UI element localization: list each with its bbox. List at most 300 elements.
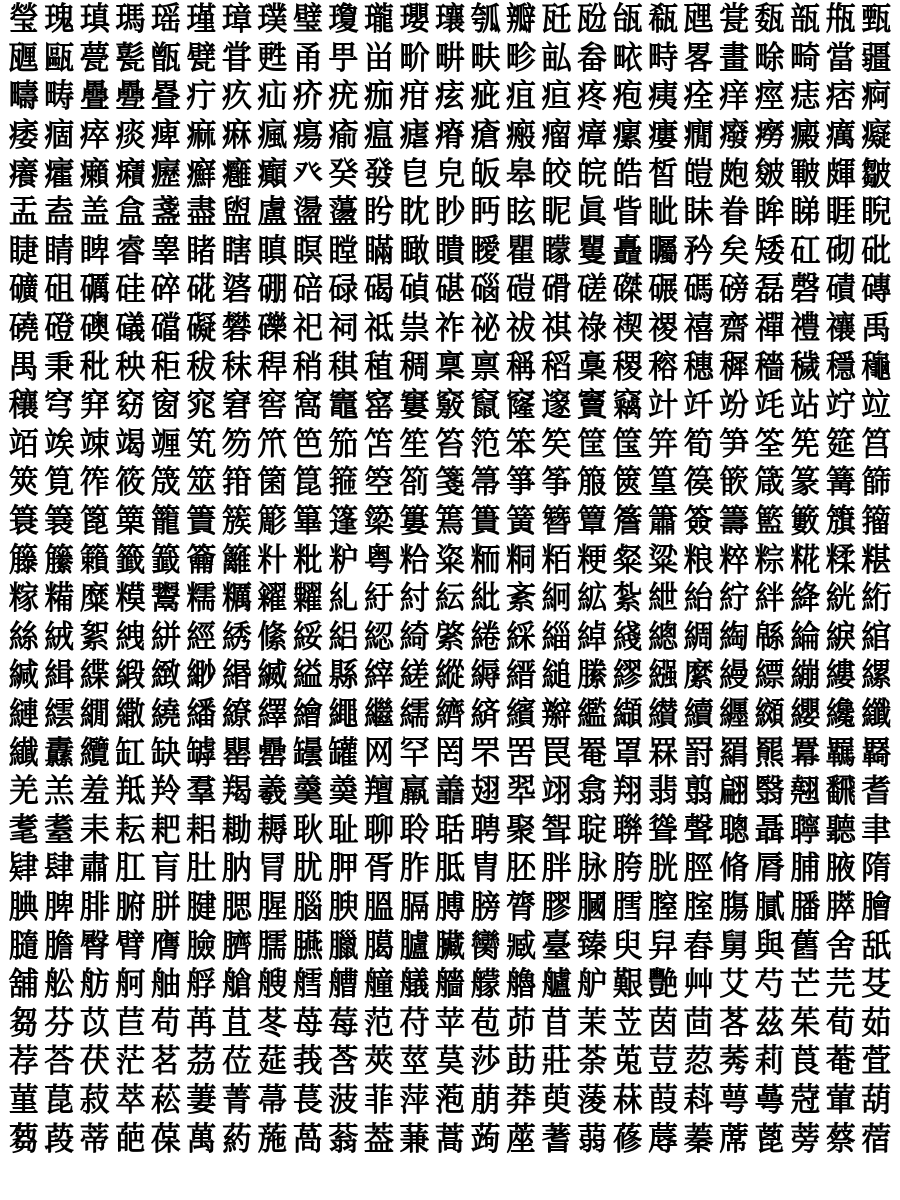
kanji-glyph: 臚 (399, 927, 430, 965)
kanji-glyph: 竈 (328, 387, 359, 425)
kanji-glyph: 瑰 (44, 1, 75, 39)
kanji-glyph: 茘 (186, 1043, 217, 1081)
kanji-glyph: 苣 (115, 1004, 146, 1042)
kanji-glyph: 羮 (328, 773, 359, 811)
kanji-glyph: 竕 (719, 387, 750, 425)
kanji-glyph: 絲 (8, 618, 39, 656)
kanji-glyph: 苻 (399, 1004, 430, 1042)
kanji-glyph: 腓 (79, 888, 110, 926)
kanji-glyph: 脾 (44, 888, 75, 926)
kanji-glyph: 疳 (399, 78, 430, 116)
kanji-glyph: 礪 (79, 271, 110, 309)
kanji-glyph: 繹 (257, 695, 288, 734)
kanji-glyph: 瘋 (257, 116, 288, 155)
kanji-glyph: 縲 (861, 657, 892, 695)
kanji-glyph: 荳 (648, 1043, 679, 1081)
kanji-glyph: 苹 (434, 1004, 465, 1042)
kanji-glyph: 盪 (292, 194, 323, 232)
kanji-glyph: 璧 (292, 1, 323, 39)
kanji-glyph: 疇 (8, 78, 39, 116)
kanji-glyph: 茱 (790, 1004, 821, 1042)
kanji-glyph: 蒹 (399, 1120, 430, 1158)
kanji-glyph: 聟 (541, 811, 572, 849)
kanji-glyph: 蒟 (470, 1120, 501, 1158)
kanji-glyph: 臙 (292, 927, 323, 965)
kanji-glyph: 疼 (577, 78, 608, 116)
kanji-glyph: 艟 (363, 966, 394, 1004)
kanji-glyph: 紕 (470, 580, 501, 618)
kanji-glyph: 秧 (115, 348, 146, 386)
kanji-glyph: 粐 (328, 541, 359, 579)
kanji-glyph: 莚 (257, 1043, 288, 1081)
character-row (6, 464, 894, 503)
kanji-glyph: 蓖 (754, 1120, 785, 1158)
kanji-glyph: 磴 (44, 309, 75, 348)
character-row (6, 927, 894, 966)
kanji-glyph: 莖 (399, 1043, 430, 1081)
kanji-glyph: 膂 (506, 888, 537, 926)
kanji-glyph: 羂 (719, 734, 750, 772)
kanji-glyph: 禝 (648, 309, 679, 348)
kanji-glyph: 綟 (825, 618, 856, 656)
kanji-glyph: 萓 (861, 1043, 892, 1081)
kanji-glyph: 籬 (221, 541, 252, 579)
kanji-glyph: 箒 (470, 464, 501, 502)
kanji-glyph: 萠 (470, 1081, 501, 1119)
kanji-glyph: 瘤 (541, 116, 572, 155)
kanji-glyph: 繝 (79, 695, 110, 734)
kanji-glyph: 稱 (506, 348, 537, 386)
kanji-glyph: 碎 (150, 271, 181, 309)
kanji-glyph: 簍 (399, 502, 430, 541)
kanji-glyph: 臻 (577, 927, 608, 965)
kanji-glyph: 皸 (790, 155, 821, 193)
kanji-glyph: 莟 (328, 1043, 359, 1081)
kanji-glyph: 箚 (399, 464, 430, 502)
kanji-glyph: 疂 (150, 78, 181, 116)
kanji-glyph: 聚 (506, 811, 537, 849)
kanji-glyph: 篌 (683, 464, 714, 502)
kanji-glyph: 罐 (328, 734, 359, 772)
kanji-glyph: 纜 (79, 734, 110, 772)
kanji-glyph: 癰 (221, 155, 252, 193)
kanji-glyph: 羣 (186, 773, 217, 811)
kanji-glyph: 瘍 (292, 116, 323, 155)
kanji-glyph: 艪 (506, 966, 537, 1004)
kanji-glyph: 繩 (328, 695, 359, 734)
kanji-glyph: 蒄 (790, 1081, 821, 1119)
kanji-glyph: 肄 (8, 850, 39, 888)
kanji-glyph: 纒 (719, 695, 750, 734)
character-row (6, 503, 894, 542)
kanji-glyph: 眸 (754, 194, 785, 232)
kanji-glyph: 痣 (790, 78, 821, 116)
kanji-glyph: 磽 (8, 309, 39, 348)
character-row (6, 78, 894, 117)
kanji-glyph: 聲 (683, 811, 714, 849)
kanji-glyph: 繿 (577, 695, 608, 734)
kanji-glyph: 缸 (115, 734, 146, 772)
kanji-glyph: 窖 (257, 387, 288, 425)
kanji-glyph: 禹 (861, 309, 892, 348)
kanji-glyph: 荼 (577, 1043, 608, 1081)
kanji-glyph: 畫 (719, 39, 750, 77)
kanji-glyph: 竝 (861, 387, 892, 425)
kanji-glyph: 祓 (506, 309, 537, 348)
kanji-glyph: 竡 (8, 425, 39, 463)
kanji-glyph: 禧 (683, 309, 714, 348)
kanji-glyph: 罌 (221, 734, 252, 772)
kanji-glyph: 蕚 (754, 1081, 785, 1119)
kanji-glyph: 糀 (790, 541, 821, 579)
kanji-glyph: 緝 (44, 657, 75, 695)
kanji-glyph: 眛 (683, 194, 714, 232)
kanji-glyph: 糲 (221, 580, 252, 618)
kanji-glyph: 膊 (434, 888, 465, 926)
kanji-glyph: 罧 (648, 734, 679, 772)
kanji-glyph: 瓣 (506, 1, 537, 39)
kanji-glyph: 膸 (8, 927, 39, 965)
kanji-glyph: 粭 (399, 541, 430, 579)
kanji-glyph: 縻 (683, 657, 714, 695)
kanji-glyph: 胯 (612, 850, 643, 888)
kanji-glyph: 疸 (541, 78, 572, 116)
kanji-glyph: 舁 (648, 927, 679, 965)
kanji-glyph: 葫 (861, 1081, 892, 1119)
kanji-glyph: 膠 (541, 888, 572, 926)
kanji-glyph: 聆 (399, 811, 430, 849)
kanji-glyph: 苞 (470, 1004, 501, 1042)
kanji-glyph: 艘 (257, 966, 288, 1004)
kanji-glyph: 畴 (44, 78, 75, 116)
kanji-glyph: 葢 (363, 1120, 394, 1158)
kanji-glyph: 聒 (434, 811, 465, 849)
kanji-glyph: 肭 (221, 850, 252, 888)
kanji-glyph: 瓼 (683, 1, 714, 39)
kanji-glyph: 痺 (150, 116, 181, 155)
character-row (6, 426, 894, 465)
kanji-glyph: 穰 (8, 387, 39, 425)
kanji-glyph: 緲 (186, 657, 217, 695)
kanji-glyph: 羔 (44, 773, 75, 811)
kanji-glyph: 絅 (541, 580, 572, 618)
kanji-glyph: 簓 (257, 502, 288, 541)
kanji-glyph: 聘 (470, 811, 501, 849)
character-row (6, 773, 894, 812)
kanji-glyph: 甍 (79, 39, 110, 77)
kanji-glyph: 苟 (150, 1004, 181, 1042)
kanji-glyph: 辮 (541, 695, 572, 734)
kanji-glyph: 箍 (328, 464, 359, 502)
kanji-glyph: 翹 (790, 773, 821, 811)
kanji-glyph: 緕 (470, 695, 501, 734)
kanji-glyph: 荐 (8, 1043, 39, 1081)
kanji-glyph: 綸 (790, 618, 821, 656)
kanji-glyph: 窈 (115, 387, 146, 425)
kanji-glyph: 腑 (115, 888, 146, 926)
kanji-glyph: 紊 (506, 580, 537, 618)
kanji-glyph: 糺 (328, 580, 359, 618)
kanji-glyph: 缺 (150, 734, 181, 772)
kanji-glyph: 臀 (79, 927, 110, 965)
kanji-glyph: 纔 (825, 695, 856, 734)
kanji-glyph: 臂 (115, 927, 146, 965)
kanji-glyph: 肛 (115, 850, 146, 888)
kanji-glyph: 萵 (292, 1120, 323, 1158)
kanji-glyph: 糘 (8, 580, 39, 618)
kanji-glyph: 肓 (150, 850, 181, 888)
kanji-glyph: 膃 (363, 888, 394, 926)
kanji-glyph: 碪 (434, 271, 465, 309)
kanji-glyph: 磊 (754, 271, 785, 309)
kanji-glyph: 纉 (648, 695, 679, 734)
kanji-glyph: 縒 (399, 657, 430, 695)
kanji-glyph: 瓽 (719, 1, 750, 39)
kanji-glyph: 胛 (328, 850, 359, 888)
kanji-glyph: 臍 (221, 927, 252, 965)
kanji-glyph: 苴 (221, 1004, 252, 1042)
kanji-glyph: 菫 (8, 1081, 39, 1119)
kanji-glyph: 譱 (434, 773, 465, 811)
kanji-glyph: 羇 (861, 734, 892, 772)
kanji-glyph: 腆 (8, 888, 39, 926)
kanji-glyph: 瑩 (8, 1, 39, 39)
kanji-glyph: 苜 (541, 1004, 572, 1042)
kanji-glyph: 菽 (79, 1081, 110, 1119)
character-row (6, 1, 894, 40)
kanji-glyph: 癡 (861, 116, 892, 155)
kanji-glyph: 膩 (754, 888, 785, 926)
kanji-glyph: 罨 (577, 734, 608, 772)
kanji-glyph: 矮 (754, 232, 785, 270)
kanji-glyph: 絨 (44, 618, 75, 656)
kanji-glyph: 繆 (612, 657, 643, 695)
kanji-glyph: 畊 (434, 39, 465, 77)
character-row (6, 696, 894, 735)
kanji-glyph: 蘯 (328, 194, 359, 232)
kanji-glyph: 艷 (648, 966, 679, 1004)
kanji-glyph: 緘 (8, 657, 39, 695)
character-row (6, 233, 894, 272)
kanji-glyph: 眤 (541, 194, 572, 232)
kanji-glyph: 瓩 (541, 1, 572, 39)
character-row (6, 1082, 894, 1121)
kanji-glyph: 瞠 (328, 232, 359, 270)
kanji-glyph: 繧 (44, 695, 75, 734)
kanji-glyph: 舂 (683, 927, 714, 965)
kanji-glyph: 羃 (790, 734, 821, 772)
kanji-glyph: 碯 (470, 271, 501, 309)
kanji-glyph: 矇 (541, 232, 572, 270)
kanji-glyph: 箘 (257, 464, 288, 502)
kanji-glyph: 盥 (221, 194, 252, 232)
kanji-glyph: 祿 (577, 309, 608, 348)
kanji-glyph: 萇 (292, 1081, 323, 1119)
kanji-glyph: 羶 (363, 773, 394, 811)
character-row (6, 348, 894, 387)
kanji-glyph: 芬 (44, 1004, 75, 1042)
kanji-glyph: 筰 (79, 464, 110, 502)
kanji-glyph: 綰 (861, 618, 892, 656)
kanji-glyph: 蓐 (648, 1120, 679, 1158)
kanji-glyph: 璋 (221, 1, 252, 39)
kanji-glyph: 睚 (825, 194, 856, 232)
kanji-glyph: 綏 (292, 618, 323, 656)
kanji-glyph: 臾 (612, 927, 643, 965)
kanji-glyph: 縵 (719, 657, 750, 695)
kanji-glyph: 蒭 (8, 1120, 39, 1158)
kanji-glyph: 筝 (541, 464, 572, 502)
kanji-glyph: 硴 (186, 271, 217, 309)
kanji-glyph: 茹 (861, 1004, 892, 1042)
kanji-glyph: 痂 (363, 78, 394, 116)
kanji-glyph: 瓻 (648, 1, 679, 39)
kanji-glyph: 磔 (612, 271, 643, 309)
kanji-glyph: 竇 (577, 387, 608, 425)
kanji-glyph: 綣 (470, 618, 501, 656)
kanji-glyph: 絎 (861, 580, 892, 618)
kanji-glyph: 腴 (328, 888, 359, 926)
kanji-glyph: 簗 (363, 502, 394, 541)
kanji-glyph: 璞 (257, 1, 288, 39)
kanji-glyph: 胙 (399, 850, 430, 888)
kanji-glyph: 疣 (328, 78, 359, 116)
kanji-glyph: 縱 (434, 657, 465, 695)
kanji-glyph: 蓆 (719, 1120, 750, 1158)
kanji-glyph: 礇 (79, 309, 110, 348)
kanji-glyph: 磧 (825, 271, 856, 309)
kanji-glyph: 稠 (399, 348, 430, 386)
kanji-glyph: 籏 (825, 502, 856, 541)
kanji-glyph: 龝 (861, 348, 892, 386)
kanji-glyph: 癈 (719, 116, 750, 155)
kanji-glyph: 筐 (577, 425, 608, 463)
kanji-glyph: 范 (363, 1004, 394, 1042)
kanji-glyph: 眞 (577, 194, 608, 232)
kanji-glyph: 罕 (399, 734, 430, 772)
kanji-glyph: 膕 (577, 888, 608, 926)
kanji-glyph: 簧 (506, 502, 537, 541)
kanji-glyph: 蓚 (612, 1120, 643, 1158)
kanji-glyph: 瘡 (470, 116, 501, 155)
kanji-glyph: 菲 (363, 1081, 394, 1119)
kanji-glyph: 莨 (790, 1043, 821, 1081)
kanji-glyph: 脣 (754, 850, 785, 888)
kanji-glyph: 睇 (790, 194, 821, 232)
kanji-glyph: 腦 (292, 888, 323, 926)
kanji-glyph: 莪 (292, 1043, 323, 1081)
kanji-glyph: 經 (186, 618, 217, 656)
kanji-glyph: 磆 (541, 271, 572, 309)
kanji-glyph: 瓊 (328, 1, 359, 39)
kanji-glyph: 笄 (648, 425, 679, 463)
kanji-glyph: 皹 (825, 155, 856, 193)
kanji-glyph: 祠 (328, 309, 359, 348)
kanji-glyph: 聢 (577, 811, 608, 849)
kanji-glyph: 苺 (292, 1004, 323, 1042)
kanji-glyph: 籃 (754, 502, 785, 541)
kanji-glyph: 祚 (434, 309, 465, 348)
kanji-glyph: 睿 (115, 232, 146, 270)
kanji-glyph: 睨 (861, 194, 892, 232)
kanji-glyph: 脉 (577, 850, 608, 888)
kanji-glyph: 膀 (470, 888, 501, 926)
kanji-glyph: 綛 (363, 618, 394, 656)
kanji-glyph: 瘻 (648, 116, 679, 155)
kanji-glyph: 蒿 (434, 1120, 465, 1158)
kanji-glyph: 翊 (541, 773, 572, 811)
kanji-glyph: 聶 (754, 811, 785, 849)
kanji-glyph: 葯 (221, 1120, 252, 1158)
kanji-glyph: 菷 (257, 1081, 288, 1119)
kanji-glyph: 竍 (648, 387, 679, 425)
kanji-glyph: 菎 (44, 1081, 75, 1119)
kanji-glyph: 發 (363, 155, 394, 193)
kanji-glyph: 聹 (790, 811, 821, 849)
kanji-glyph: 瓿 (790, 1, 821, 39)
kanji-glyph: 穹 (44, 387, 75, 425)
kanji-glyph: 畚 (577, 39, 608, 77)
character-row (6, 1043, 894, 1082)
kanji-glyph: 篏 (719, 464, 750, 502)
kanji-glyph: 當 (825, 39, 856, 77)
kanji-glyph: 粨 (541, 541, 572, 579)
kanji-glyph: 臧 (506, 927, 537, 965)
kanji-glyph: 緻 (150, 657, 181, 695)
kanji-glyph: 續 (683, 695, 714, 734)
kanji-glyph: 皰 (719, 155, 750, 193)
kanji-glyph: 苡 (79, 1004, 110, 1042)
kanji-glyph: 秕 (79, 348, 110, 386)
kanji-glyph: 舳 (150, 966, 181, 1004)
kanji-glyph: 穗 (683, 348, 714, 386)
kanji-glyph: 臈 (363, 927, 394, 965)
kanji-glyph: 砌 (825, 232, 856, 270)
kanji-glyph: 碌 (328, 271, 359, 309)
kanji-glyph: 禊 (612, 309, 643, 348)
kanji-glyph: 耿 (292, 811, 323, 849)
kanji-glyph: 罠 (541, 734, 572, 772)
kanji-glyph: 磋 (577, 271, 608, 309)
kanji-glyph: 笶 (541, 425, 572, 463)
kanji-glyph: 笆 (292, 425, 323, 463)
kanji-glyph: 皋 (506, 155, 537, 193)
kanji-glyph: 瘰 (612, 116, 643, 155)
kanji-glyph: 笞 (434, 425, 465, 463)
kanji-glyph: 箴 (754, 464, 785, 502)
kanji-glyph: 耒 (79, 811, 110, 849)
kanji-glyph: 邃 (541, 387, 572, 425)
kanji-glyph: 罔 (434, 734, 465, 772)
kanji-glyph: 籟 (79, 541, 110, 579)
kanji-glyph: 穃 (648, 348, 679, 386)
kanji-glyph: 茴 (683, 1004, 714, 1042)
kanji-glyph: 緤 (79, 657, 110, 695)
kanji-glyph: 羌 (8, 773, 39, 811)
kanji-glyph: 穢 (790, 348, 821, 386)
kanji-glyph: 莅 (221, 1043, 252, 1081)
kanji-glyph: 茖 (719, 1004, 750, 1042)
kanji-glyph: 莽 (506, 1081, 537, 1119)
kanji-glyph: 痞 (825, 78, 856, 116)
kanji-glyph: 聊 (363, 811, 394, 849)
kanji-glyph: 縅 (257, 657, 288, 695)
kanji-glyph: 纖 (861, 695, 892, 734)
kanji-glyph: 甁 (825, 1, 856, 39)
kanji-glyph: 筅 (790, 425, 821, 463)
kanji-glyph: 笳 (328, 425, 359, 463)
kanji-glyph: 竊 (612, 387, 643, 425)
